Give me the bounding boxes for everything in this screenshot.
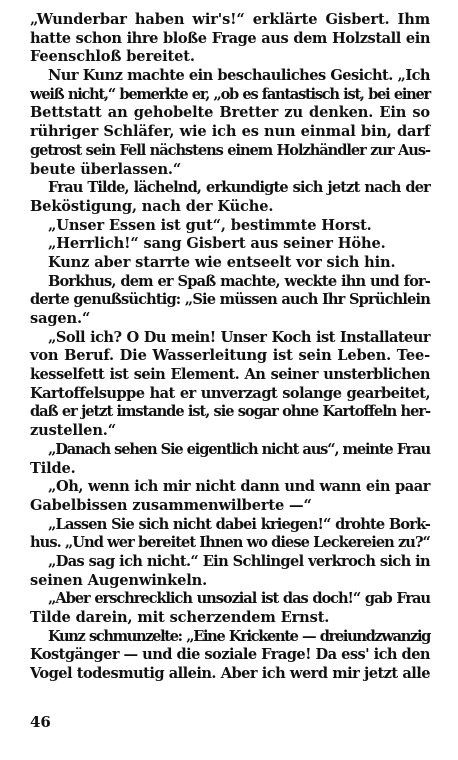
text-line: Kunz aber starrte wie entseelt vor sich hin. (48, 253, 396, 271)
text-line: „Danach sehen Sie eigentlich nicht aus“, meinte Frau (48, 440, 430, 458)
text-line: hus. „Und wer bereitet Ihnen wo diese Leckereien zu?“ (30, 534, 430, 552)
text-line: „Herrlich!“ sang Gisbert aus seiner Höhe. (48, 235, 386, 253)
text-line: getrost sein Fell nächstens einem Holzhändler zur Aus- (30, 141, 430, 159)
text-line: „Lassen Sie sich nicht dabei kriegen!“ drohte Bork- (48, 515, 430, 533)
text-line: hatte schon ihre bloße Frage aus dem Holzstall ein (30, 29, 430, 47)
text-line: Kostgänger — und die soziale Frage! Da ess' ich den (30, 646, 430, 664)
text-line: „Wunderbar haben wir's!“ erklärte Gisbert. Ihm (30, 11, 430, 28)
text-line: „Aber erschrecklich unsozial ist das doch!“ gab Frau (48, 590, 430, 608)
text-line: „Soll ich? O Du mein! Unser Koch ist Installateur (48, 328, 430, 346)
text-line: Tilde darein, mit scherzendem Ernst. (30, 609, 330, 626)
text-line: daß er jetzt imstande ist, sie sogar ohne Kartoffeln her- (30, 403, 430, 421)
text-line: sagen.“ (30, 310, 91, 327)
text-line: weiß nicht,“ bemerkte er, „ob es fantastisch ist, bei einer (30, 85, 430, 103)
text-line: kesselfett ist sein Element. An seiner unsterblichen (30, 366, 430, 384)
text-line: rühriger Schläfer, wie ich es nun einmal bin, darf (30, 123, 430, 141)
text-line: „Das sag ich nicht.“ Ein Schlingel verkroch sich in (48, 552, 430, 570)
text-line: derte genußsüchtig: „Sie müssen auch Ihr Sprüchlein (30, 291, 430, 309)
text-line: Borkhus, dem er Spaß machte, weckte ihn und for- (48, 272, 430, 290)
text-line: Feenschloß bereitet. (30, 48, 195, 66)
text-line: Tilde. (30, 459, 76, 477)
body-text (30, 11, 430, 684)
text-line: Frau Tilde, lächelnd, erkundigte sich jetzt nach der (48, 179, 430, 197)
text-line: Kunz schmunzelte: „Eine Krickente — dreiundzwanzig (48, 627, 430, 645)
text-line: beute überlassen.“ (30, 160, 182, 178)
text-line: von Beruf. Die Wasserleitung ist sein Leben. Tee- (30, 347, 430, 365)
text-line: Bettstatt an gehobelte Bretter zu denken. Ein so (30, 104, 430, 122)
text-line: Vogel todesmutig allein. Aber ich werd mir jetzt alle (30, 665, 430, 683)
text-line: seinen Augenwinkeln. (30, 571, 208, 589)
text-line: „Unser Essen ist gut“, bestimmte Horst. (48, 216, 372, 234)
text-line: Nur Kunz machte ein beschauliches Gesicht. „Ich (48, 67, 430, 85)
text-line: Beköstigung, nach der Küche. (30, 197, 274, 215)
text-line: Gabelbissen zusammenwilberte —“ (30, 496, 312, 514)
page-number: 46 (30, 713, 51, 731)
text-line: „Oh, wenn ich mir nicht dann und wann ein paar (48, 478, 430, 496)
text-line: Kartoffelsuppe hat er unverzagt solange gearbeitet, (30, 384, 430, 402)
text-line: zustellen.“ (30, 422, 116, 440)
